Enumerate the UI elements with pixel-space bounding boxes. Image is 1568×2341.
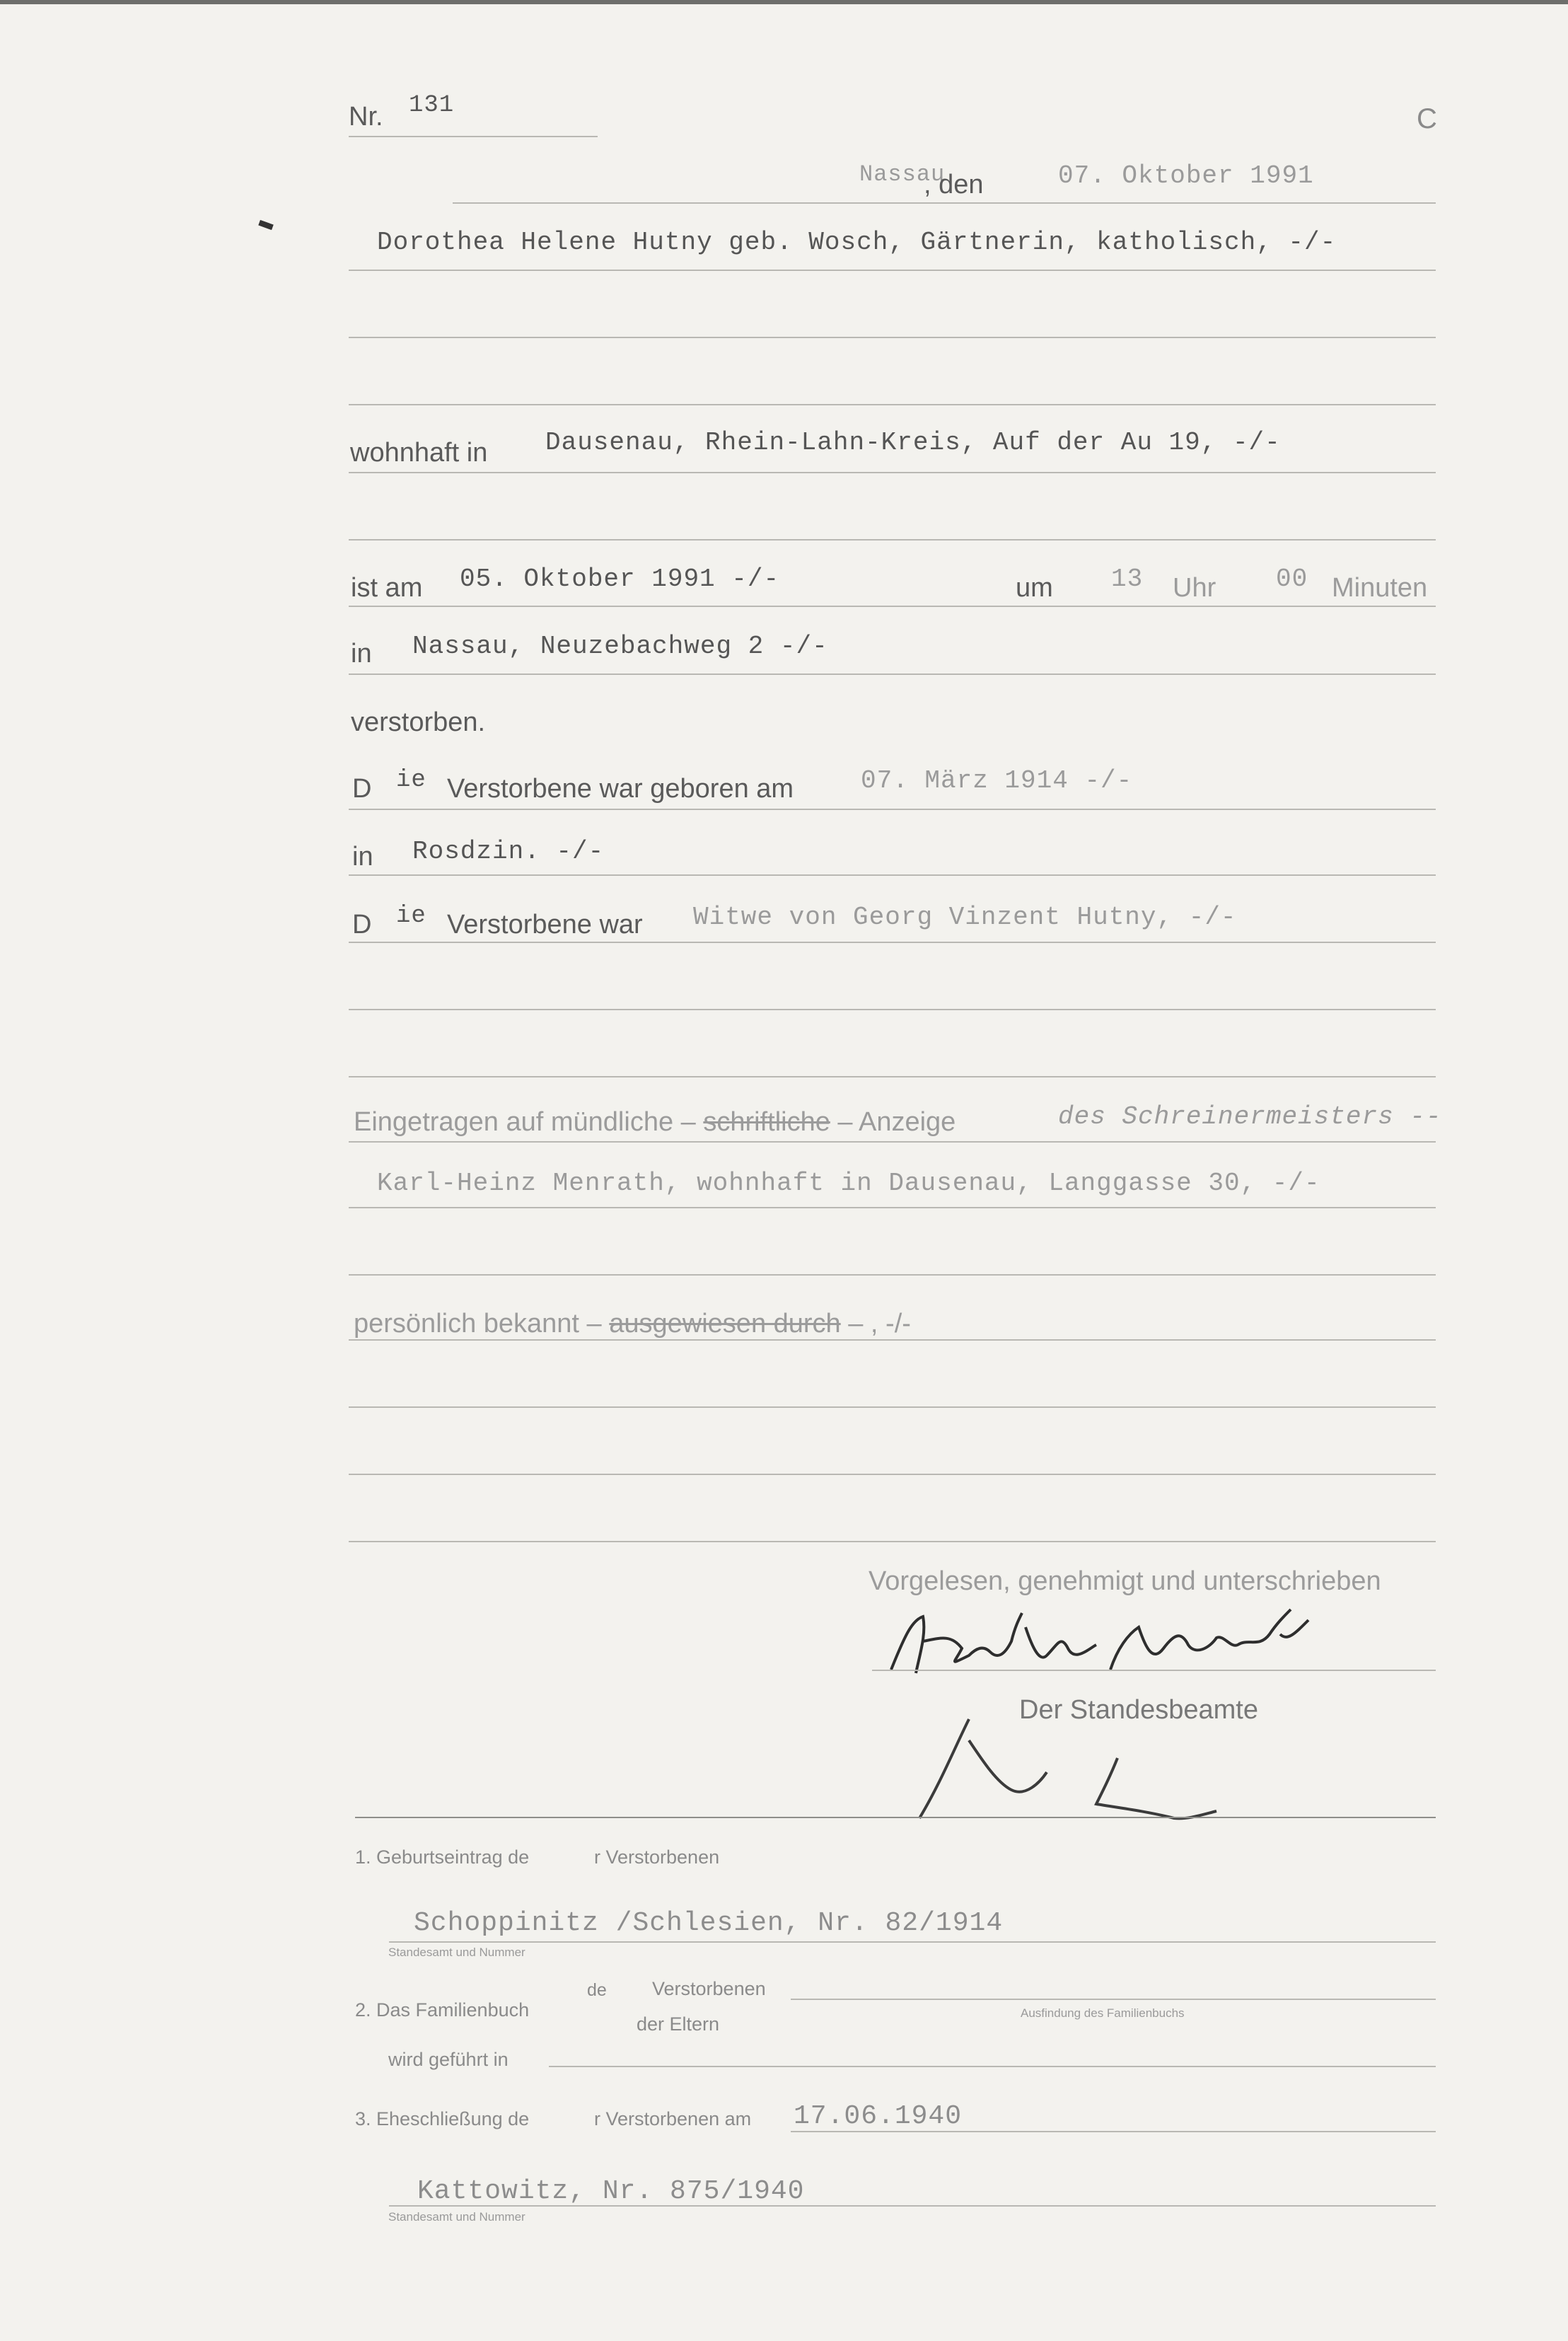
scan-top-edge — [0, 0, 1568, 4]
birth-d-label: D — [352, 774, 372, 804]
rule — [872, 1670, 1436, 1671]
record-date: 07. Oktober 1991 — [1058, 161, 1314, 190]
corner-mark: C — [1417, 103, 1437, 134]
rule — [349, 270, 1436, 271]
registrar-title: Der Standesbeamte — [1019, 1695, 1258, 1725]
informant-signature — [884, 1606, 1323, 1684]
registration-label — [354, 1107, 956, 1138]
footnote-2-wird: wird geführt in — [388, 2049, 509, 2070]
identity-label-end: – , -/- — [840, 1309, 911, 1339]
status-value: Witwe von Georg Vinzent Hutny, -/- — [693, 903, 1237, 932]
office-number-label-1: Standesamt und Nummer — [388, 1946, 525, 1959]
footnote-2-de: de — [587, 1980, 607, 2000]
footnote-3-value: Kattowitz, Nr. 875/1940 — [417, 2176, 805, 2207]
rule — [355, 1817, 1436, 1818]
rule — [349, 809, 1436, 810]
date-line — [453, 202, 1436, 204]
person-name-line: Dorothea Helene Hutny geb. Wosch, Gärtnerin, katholisch, -/- — [377, 228, 1337, 257]
office-number-label-2: Standesamt und Nummer — [388, 2210, 525, 2224]
rule — [349, 1141, 1436, 1143]
death-hour: 13 — [1111, 565, 1144, 594]
death-place: Nassau, Neuzebachweg 2 -/- — [412, 632, 828, 661]
residence-label: wohnhaft in — [350, 438, 488, 468]
footnote-1-label: 1. Geburtseintrag de — [355, 1846, 530, 1868]
registrar-signature — [905, 1705, 1231, 1825]
rule — [349, 337, 1436, 338]
birth-place: Rosdzin. -/- — [412, 837, 605, 866]
registration-label-struck: schriftliche — [703, 1107, 830, 1137]
nr-value: 131 — [409, 92, 455, 119]
death-date: 05. Oktober 1991 -/- — [460, 565, 780, 594]
rule — [349, 404, 1436, 405]
rule — [349, 1474, 1436, 1475]
rule — [349, 1076, 1436, 1077]
rule — [349, 1009, 1436, 1010]
status-d-label: D — [352, 910, 372, 940]
rule — [349, 942, 1436, 943]
birth-label-text: Verstorbene war geboren am — [447, 774, 794, 804]
informant-line-1: des Schreinermeisters -- — [1058, 1102, 1442, 1131]
rule — [389, 1941, 1436, 1943]
rule — [389, 2205, 1436, 2207]
informant-line-2: Karl-Heinz Menrath, wohnhaft in Dausenau, Langgasse 30, -/- — [377, 1169, 1320, 1198]
ist-am-label: ist am — [351, 573, 423, 603]
nr-line — [349, 136, 598, 137]
footnote-2-right-label: Ausfindung des Familienbuchs — [1021, 2006, 1185, 2020]
minuten-label: Minuten — [1332, 573, 1428, 603]
rule — [349, 1406, 1436, 1408]
um-label: um — [1016, 573, 1053, 603]
identity-label-struck: ausgewiesen durch — [609, 1309, 841, 1339]
rule — [349, 472, 1436, 473]
place-value: Nassau — [859, 161, 946, 187]
footnote-2-label: 2. Das Familienbuch — [355, 1999, 530, 2021]
birth-in-label: in — [352, 842, 373, 872]
registration-label-end: – Anzeige — [830, 1107, 956, 1137]
rule — [349, 1339, 1436, 1341]
footnote-3-suffix: r Verstorbenen am — [594, 2108, 752, 2129]
footnote-1-value: Schoppinitz /Schlesien, Nr. 82/1914 — [414, 1908, 1004, 1938]
identity-label — [354, 1309, 911, 1339]
death-in-label: in — [351, 639, 372, 669]
rule — [349, 1207, 1436, 1208]
registration-label-start: Eingetragen auf mündliche – — [354, 1107, 704, 1137]
footnote-2-option-2: der Eltern — [637, 2013, 720, 2035]
rule — [349, 674, 1436, 675]
footnote-3-date: 17.06.1940 — [794, 2101, 963, 2132]
verstorben-label: verstorben. — [351, 707, 486, 737]
footnote-2-option-1: Verstorbenen — [652, 1978, 766, 1999]
footnote-1-suffix: r Verstorbenen — [594, 1846, 720, 1868]
status-ie-suffix: ie — [396, 903, 426, 930]
rule — [349, 1274, 1436, 1276]
rule — [791, 2131, 1436, 2132]
footnote-3-label: 3. Eheschließung de — [355, 2108, 530, 2129]
birth-date: 07. März 1914 -/- — [861, 766, 1133, 795]
rule — [349, 874, 1436, 876]
rule — [791, 1999, 1436, 2000]
margin-tick — [258, 220, 274, 230]
rule — [349, 1541, 1436, 1542]
rule — [349, 539, 1436, 541]
uhr-label: Uhr — [1173, 573, 1216, 603]
nr-label: Nr. — [349, 102, 383, 132]
death-minutes: 00 — [1276, 565, 1308, 594]
identity-label-start: persönlich bekannt – — [354, 1309, 610, 1339]
rule — [349, 606, 1436, 607]
rule — [549, 2066, 1436, 2067]
den-label: , den — [924, 170, 984, 200]
read-approved-label: Vorgelesen, genehmigt und unterschrieben — [869, 1566, 1381, 1596]
birth-ie-suffix: ie — [396, 767, 426, 794]
status-label-text: Verstorbene war — [447, 910, 643, 940]
residence-value: Dausenau, Rhein-Lahn-Kreis, Auf der Au 19, -/- — [545, 428, 1281, 457]
